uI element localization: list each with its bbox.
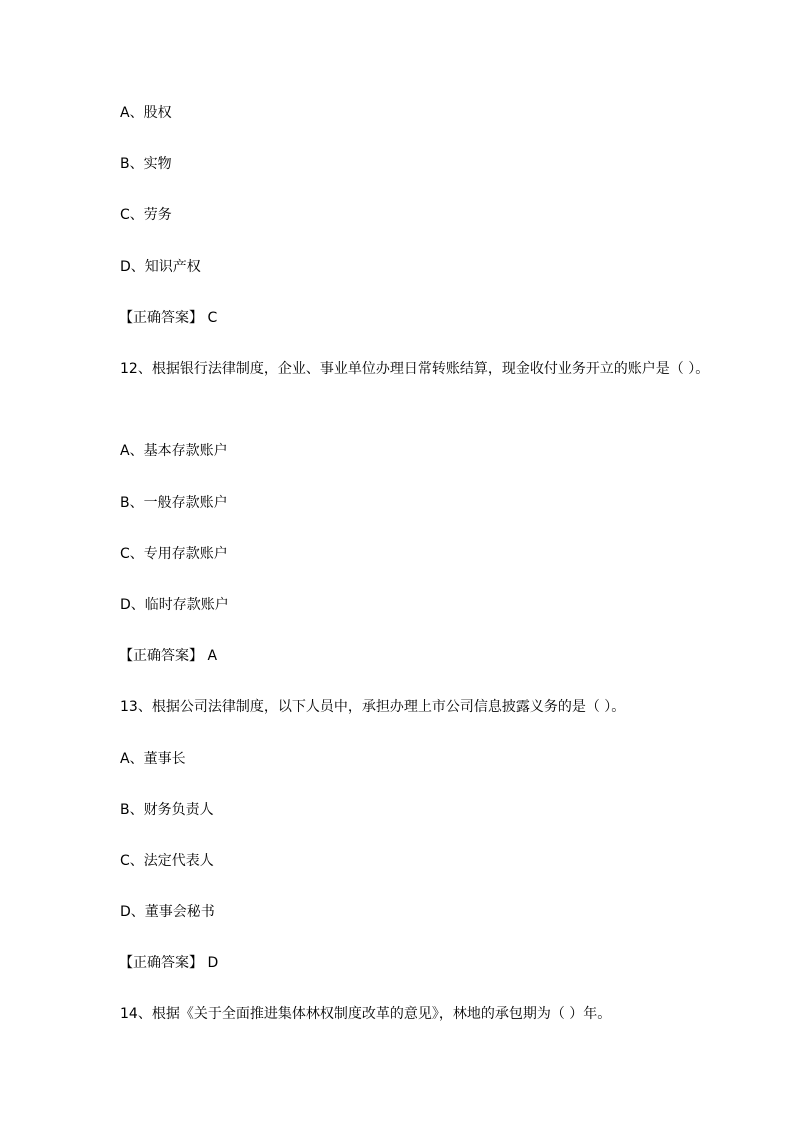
q13-answer: 【正确答案】 D [119, 955, 219, 971]
q11-option-a: A、股权 [120, 105, 172, 121]
q12-option-d: D、临时存款账户 [120, 597, 229, 613]
q13-option-c: C、法定代表人 [120, 853, 214, 869]
q13-option-a: A、董事长 [120, 751, 186, 767]
q14-question: 14、根据《关于全面推进集体林权制度改革的意见》，林地的承包期为（ ）年。 [120, 1006, 612, 1022]
q12-option-c: C、专用存款账户 [120, 546, 228, 562]
q12-option-a: A、基本存款账户 [120, 443, 228, 459]
q12-question: 12、根据银行法律制度，企业、事业单位办理日常转账结算，现金收付业务开立的账户是（ ）。 [120, 361, 710, 377]
q13-option-d: D、董事会秘书 [120, 904, 215, 920]
q11-option-b: B、实物 [120, 156, 172, 172]
q11-option-c: C、劳务 [120, 207, 172, 223]
q11-answer: 【正确答案】 C [119, 310, 218, 326]
q11-option-d: D、知识产权 [120, 259, 201, 275]
q13-question: 13、根据公司法律制度，以下人员中，承担办理上市公司信息披露义务的是（ ）。 [120, 699, 626, 715]
q13-option-b: B、财务负责人 [120, 802, 214, 818]
q12-answer: 【正确答案】 A [119, 648, 218, 664]
q12-option-b: B、一般存款账户 [120, 495, 228, 511]
